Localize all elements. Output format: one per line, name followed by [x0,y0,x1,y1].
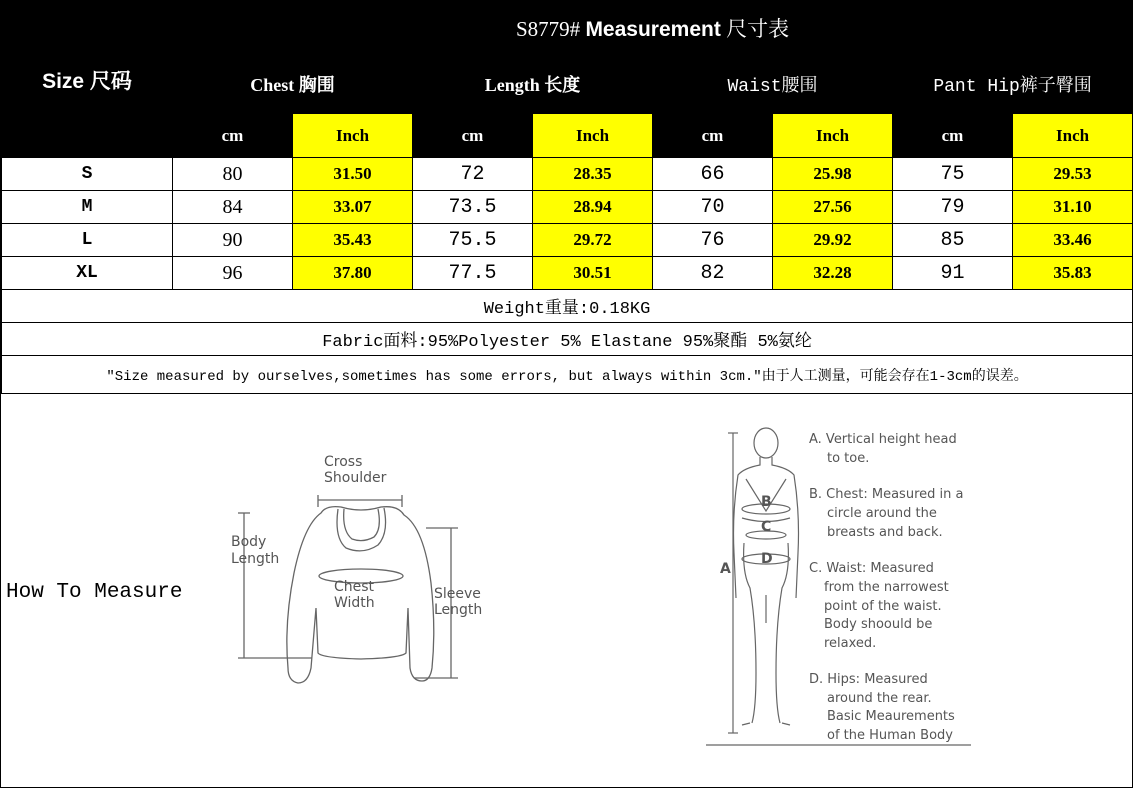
label-sleeve: Sleeve [434,586,481,602]
error-note-row: "Size measured by ourselves,sometimes has some errors, but always within 3cm."由于人工测量，可能会存在1-3cm的误差。 [2,356,1133,394]
size-table [1,1,1133,394]
hip-cm: 75 [893,158,1013,191]
size-cell: L [2,224,173,257]
hip-inch: 29.53 [1013,158,1133,191]
unit-inch: Inch [773,114,893,158]
unit-inch: Inch [533,114,653,158]
size-cell: S [2,158,173,191]
chest-cm: 84 [173,191,293,224]
group-pant-hip: Pant Hip裤子臀围 [893,54,1133,114]
weight-row: Weight重量:0.18KG [2,290,1133,323]
desc-c-line-5: relaxed. [824,636,877,651]
unit-cm: cm [653,114,773,158]
desc-a-line-1: A. Vertical height head [809,432,957,447]
length-inch: 28.35 [533,158,653,191]
length-inch: 30.51 [533,257,653,290]
chest-inch: 35.43 [293,224,413,257]
label-shoulder: Shoulder [324,470,387,486]
table-row [2,224,1133,257]
chest-cm: 90 [173,224,293,257]
title-cn: 尺寸表 [726,16,790,41]
unit-cm: cm [893,114,1013,158]
waist-cm: 70 [653,191,773,224]
desc-d-line-4: of the Human Body [827,728,953,743]
body-measure-diagram [706,423,976,748]
desc-b-line-2: circle around the [827,506,937,521]
marker-b: B [761,494,772,510]
label-sleeve-length: Length [434,602,483,618]
label-body-length: Length [231,551,280,567]
label-cross: Cross [324,454,363,470]
unit-cm: cm [413,114,533,158]
waist-cm: 76 [653,224,773,257]
desc-c-line-2: from the narrowest [824,580,949,595]
length-inch: 29.72 [533,224,653,257]
desc-b-line-1: B. Chest: Measured in a [809,487,964,502]
group-waist: Waist腰围 [653,54,893,114]
table-row [2,257,1133,290]
hip-cm: 91 [893,257,1013,290]
group-length: Length 长度 [413,54,653,114]
table-row [2,158,1133,191]
how-to-measure-section [1,393,1132,787]
label-body: Body [231,534,267,550]
waist-inch: 29.92 [773,224,893,257]
shirt-measure-diagram [226,453,486,693]
size-cell: M [2,191,173,224]
waist-inch: 32.28 [773,257,893,290]
marker-d: D [761,551,773,567]
desc-b-line-3: breasts and back. [827,525,943,540]
unit-inch: Inch [293,114,413,158]
group-chest: Chest 胸围 [173,54,413,114]
waist-cm: 82 [653,257,773,290]
chest-inch: 33.07 [293,191,413,224]
marker-a: A [720,561,731,577]
fabric-row: Fabric面料:95%Polyester 5% Elastane 95%聚酯 5%氨纶 [2,323,1133,356]
unit-inch: Inch [1013,114,1133,158]
chest-inch: 37.80 [293,257,413,290]
chest-cm: 80 [173,158,293,191]
how-to-measure-label: How To Measure [6,581,183,604]
size-cell: XL [2,257,173,290]
chart-title [173,2,1133,54]
waist-inch: 27.56 [773,191,893,224]
unit-cm: cm [173,114,293,158]
marker-c: C [761,519,772,535]
length-inch: 28.94 [533,191,653,224]
length-cm: 73.5 [413,191,533,224]
size-header: Size 尺码 [2,2,173,158]
length-cm: 72 [413,158,533,191]
desc-d-line-2: around the rear. [827,691,932,706]
length-cm: 75.5 [413,224,533,257]
desc-d-line-3: Basic Meaurements [827,709,955,724]
label-width: Width [334,595,375,611]
desc-c-line-4: Body shoould be [824,617,933,632]
hip-inch: 33.46 [1013,224,1133,257]
label-chest: Chest [334,579,375,595]
desc-c-line-3: point of the waist. [824,599,942,614]
hip-inch: 31.10 [1013,191,1133,224]
desc-d-line-1: D. Hips: Measured [809,672,928,687]
hip-cm: 85 [893,224,1013,257]
chest-cm: 96 [173,257,293,290]
title-main: Measurement [585,17,721,41]
waist-cm: 66 [653,158,773,191]
hip-inch: 35.83 [1013,257,1133,290]
desc-c-line-1: C. Waist: Measured [809,561,934,576]
waist-inch: 25.98 [773,158,893,191]
length-cm: 77.5 [413,257,533,290]
table-row [2,191,1133,224]
chest-inch: 31.50 [293,158,413,191]
hip-cm: 79 [893,191,1013,224]
desc-a-line-2: to toe. [827,451,870,466]
title-code: S8779# [516,16,581,41]
